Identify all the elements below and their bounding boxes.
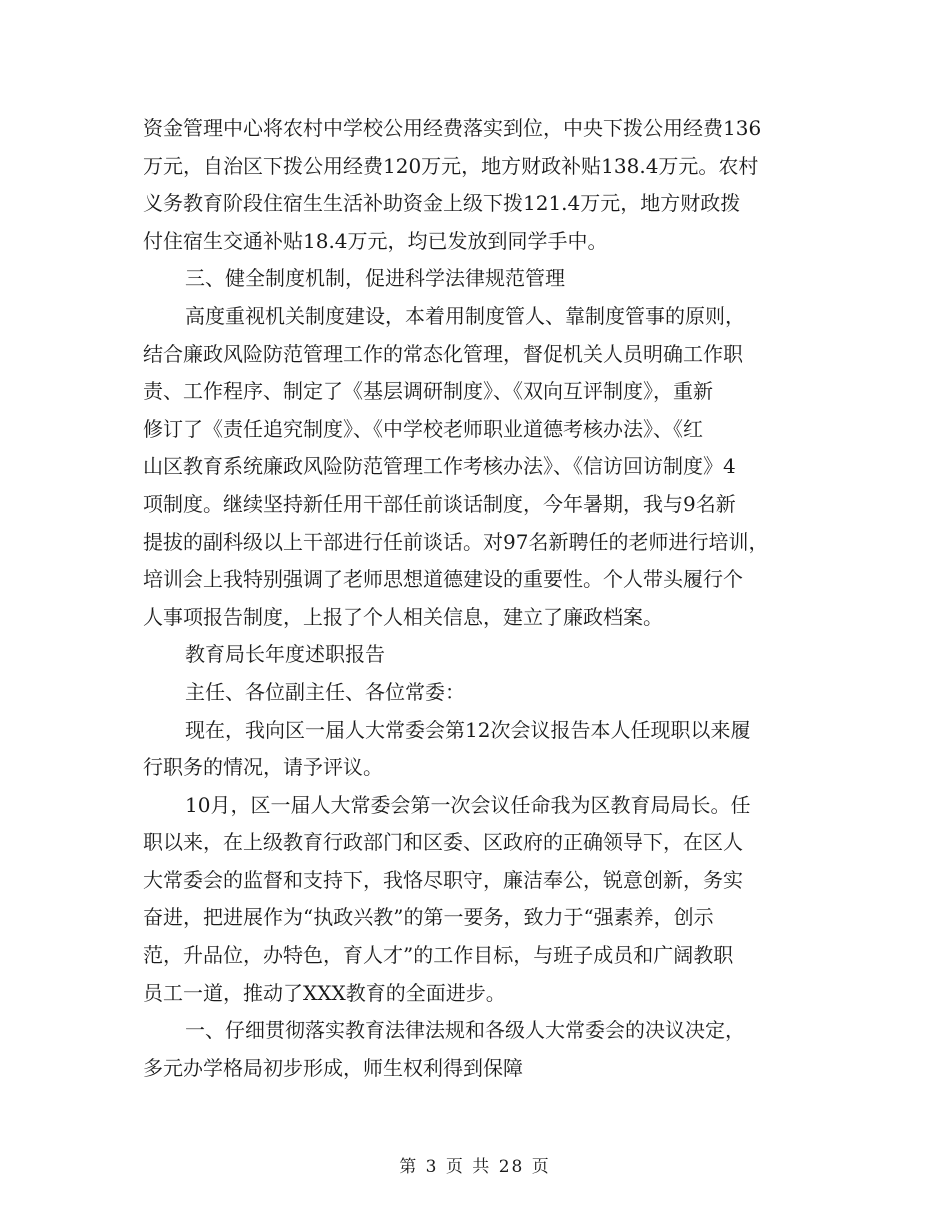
section-heading: 三、健全制度机制，促进科学法律规范管理 (185, 266, 565, 291)
section-heading: 一、仔细贯彻落实教育法律法规和各级人大常委会的决议决定， (185, 1018, 745, 1043)
paragraph-line: 人事项报告制度，上报了个人相关信息，建立了廉政档案。 (143, 604, 663, 629)
page-number-footer: 第 3 页 共 28 页 (399, 1157, 551, 1177)
salutation: 主任、各位副主任、各位常委： (185, 679, 465, 704)
paragraph-line: 山区教育系统廉政风险防范管理工作考核办法》、《信访回访制度》4 (143, 454, 736, 479)
paragraph-line: 项制度。继续坚持新任用干部任前谈话制度，今年暑期，我与9名新 (143, 491, 736, 516)
paragraph-line: 大常委会的监督和支持下，我恪尽职守，廉洁奉公，锐意创新，务实 (143, 867, 743, 892)
paragraph-line: 付住宿生交通补贴18.4万元，均已发放到同学手中。 (143, 228, 608, 253)
paragraph-line: 培训会上我特别强调了老师思想道德建设的重要性。个人带头履行个 (143, 567, 743, 592)
paragraph-line: 奋进，把进展作为“执政兴教”的第一要务，致力于“强素养，创示 (143, 905, 714, 930)
paragraph-line: 员工一道，推动了XXX教育的全面进步。 (143, 980, 506, 1005)
section-heading-continued: 多元办学格局初步形成，师生权利得到保障 (143, 1055, 523, 1080)
paragraph-line: 范，升品位，办特色，育人才”的工作目标，与班子成员和广阔教职 (143, 943, 734, 968)
paragraph-line: 提拔的副科级以上干部进行任前谈话。对97名新聘任的老师进行培训， (143, 529, 769, 554)
paragraph-line: 职以来，在上级教育行政部门和区委、区政府的正确领导下，在区人 (143, 830, 743, 855)
paragraph-line: 责、工作程序、制定了《基层调研制度》、《双向互评制度》，重新 (143, 379, 713, 404)
paragraph-line: 10月，区一届人大常委会第一次会议任命我为区教育局局长。任 (185, 792, 751, 817)
paragraph-line: 万元，自治区下拨公用经费120万元，地方财政补贴138.4万元。农村 (143, 153, 759, 178)
document-body (143, 110, 811, 1087)
paragraph-line: 修订了《责任追究制度》、《中学校老师职业道德考核办法》、《红 (143, 416, 703, 441)
paragraph-line: 结合廉政风险防范管理工作的常态化管理，督促机关人员明确工作职 (143, 341, 743, 366)
paragraph-line: 义务教育阶段住宿生生活补助资金上级下拨121.4万元，地方财政拨 (143, 191, 741, 216)
paragraph-line: 现在，我向区一届人大常委会第12次会议报告本人任现职以来履 (185, 717, 751, 742)
paragraph-line: 资金管理中心将农村中学校公用经费落实到位，中央下拨公用经费136 (143, 116, 762, 140)
report-title: 教育局长年度述职报告 (185, 642, 385, 667)
paragraph-line: 行职务的情况，请予评议。 (143, 755, 383, 780)
paragraph-line: 高度重视机关制度建设，本着用制度管人、靠制度管事的原则， (185, 303, 745, 328)
